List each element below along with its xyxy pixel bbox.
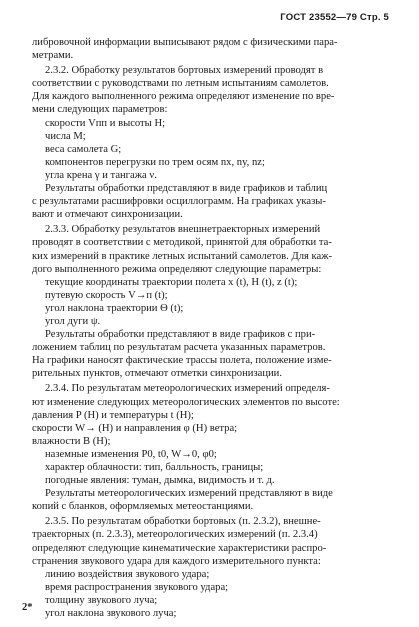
text-line: мени следующих параметров: [32, 104, 168, 116]
text-line: с результатами расшифровки осциллограмм. На графиках указы- [32, 196, 326, 208]
page-footer-mark: 2* [22, 602, 33, 613]
text-line: компонентов перегрузки по трем осям nx, ny, nz; [45, 156, 265, 168]
text-line: текущие координаты траектории полета x (t), H (t), z (t); [45, 276, 298, 288]
text-line: угол наклона траектории Θ (t); [45, 302, 184, 314]
text-line: линию воздействия звукового удара; [45, 568, 210, 580]
text-line: траекторных (п. 2.3.3), метеорологических измерений (п. 2.3.4) [32, 529, 318, 541]
text-line: давления P (H) и температуры t (H); [32, 409, 194, 421]
text-line: метрами. [32, 50, 74, 62]
document-body [32, 36, 394, 620]
text-line: дого выполненного режима определяют следующие параметры: [32, 263, 322, 275]
text-line: 2.3.4. По результатам метеорологических измерений определя- [45, 383, 330, 395]
text-line: 2.3.3. Обработку результатов внешнетраекторных измерений [45, 224, 321, 236]
text-line: вают и отмечают синхронизации. [32, 209, 183, 221]
page-header: ГОСТ 23552—79 Стр. 5 [280, 12, 389, 23]
text-line: веса самолета G; [45, 143, 122, 155]
text-line: скорости W→ (H) и направления φ (H) ветра; [32, 422, 238, 434]
text-line: наземные изменения P0, t0, W→0, φ0; [45, 448, 217, 460]
text-line: угол наклона звукового луча; [45, 608, 177, 620]
text-line: странения звукового удара для каждого измерительного пункта: [32, 555, 321, 567]
text-line: характер облачности: тип, балльность, границы; [45, 462, 264, 473]
text-line: рительных пунктов, отмечают отметки синхронизации. [32, 368, 282, 380]
text-line: числа M; [45, 130, 86, 142]
text-line: угла крена γ и тангажа ν. [45, 169, 157, 181]
text-line: погодные явления: туман, дымка, видимость и т. д. [45, 475, 275, 487]
text-line: время распространения звукового удара; [45, 581, 229, 593]
text-line: проводят в соответствии с методикой, принятой для обработки та- [32, 237, 332, 249]
text-line: Результаты метеорологических измерений представляют в виде [45, 488, 333, 500]
text-line: угол дуги ψ. [45, 315, 101, 327]
text-line: ложением таблиц по результатам расчета указанных параметров. [32, 342, 326, 354]
text-line: копий с бланков, оформляемых метеостанциями. [32, 501, 254, 513]
text-line: 2.3.5. По результатам обработки бортовых (п. 2.3.2), внешне- [45, 516, 321, 528]
text-line: Результаты обработки представляют в виде графиков и таблиц [45, 183, 328, 195]
text-line: На графики наносят фактические трассы полета, положение изме- [32, 355, 332, 367]
text-line: влажности B (H); [32, 435, 111, 447]
text-line: определяют следующие кинематические характеристики распро- [32, 542, 327, 554]
text-line: скорости Vпп и высоты H; [45, 117, 166, 129]
text-line: ют изменение следующих метеорологических элементов по высоте: [32, 396, 340, 408]
text-line: Результаты обработки представляют в виде графиков с при- [45, 329, 316, 341]
text-line: соответствии с руководствами по летным испытаниям самолетов. [32, 78, 329, 90]
text-line: 2.3.2. Обработку результатов бортовых измерений проводят в [45, 65, 324, 77]
text-line: ких измерений в практике летных испытаний самолетов. Для каж- [32, 250, 333, 262]
text-line: Для каждого выполненного режима определяют изменение по вре- [32, 91, 335, 103]
text-line: путевую скорость V→п (t); [45, 289, 168, 301]
text-line: либровочной информации выписывают рядом с физическими пара- [32, 37, 338, 48]
text-line: толщину звукового луча; [45, 594, 158, 606]
